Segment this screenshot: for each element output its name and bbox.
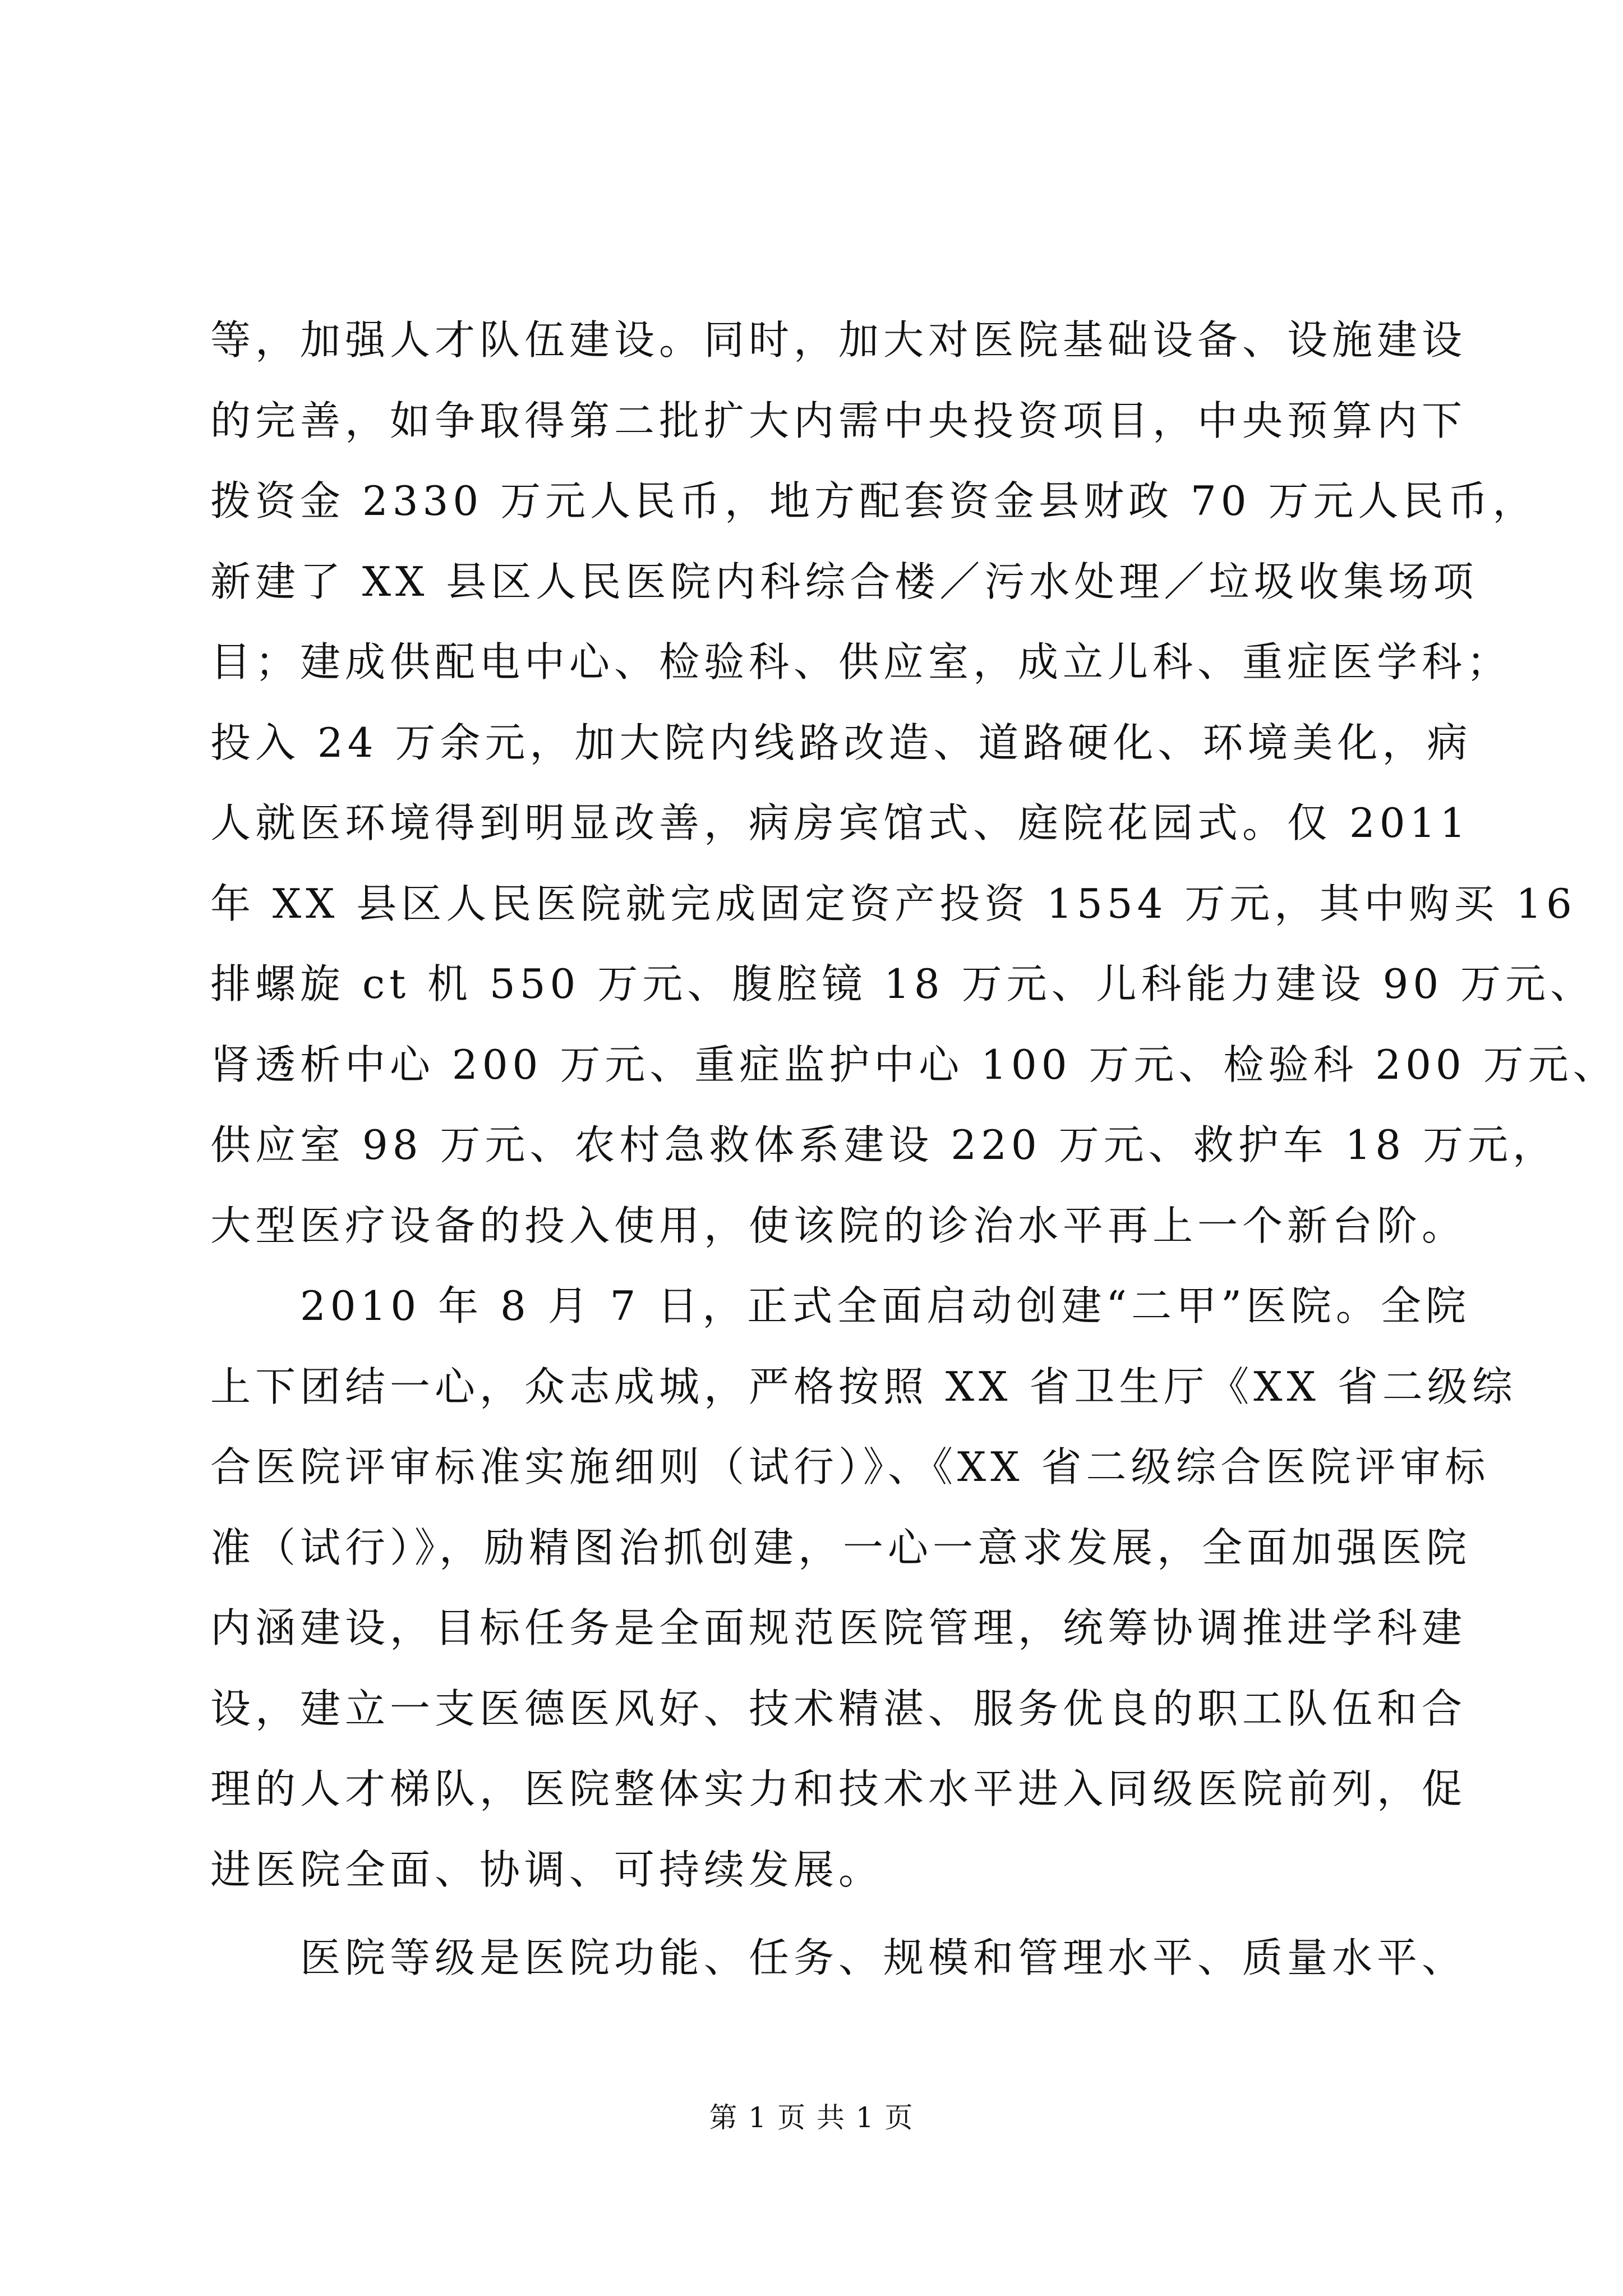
text-line: 年 XX 县区人民医院就完成固定资产投资 1554 万元，其中购买 16 bbox=[210, 880, 1576, 927]
text-line: 的完善，如争取得第二批扩大内需中央投资项目，中央预算内下 bbox=[210, 397, 1467, 444]
text-line: 人就医环境得到明显改善，病房宾馆式、庭院花园式。仅 2011 bbox=[210, 799, 1470, 846]
page-footer: 第 1 页 共 1 页 bbox=[709, 2101, 914, 2134]
text-line: 进医院全面、协调、可持续发展。 bbox=[210, 1846, 884, 1893]
paragraph-start-line: 医院等级是医院功能、任务、规模和管理水平、质量水平、 bbox=[210, 1934, 1467, 1981]
paragraph-start-line: 2010 年 8 月 7 日，正式全面启动创建“二甲”医院。全院 bbox=[210, 1282, 1470, 1329]
text-line: 准（试行）》，励精图治抓创建，一心一意求发展，全面加强医院 bbox=[210, 1524, 1472, 1571]
text-line: 理的人才梯队，医院整体实力和技术水平进入同级医院前列，促 bbox=[210, 1765, 1467, 1812]
text-line: 拨资金 2330 万元人民币，地方配套资金县财政 70 万元人民币， bbox=[210, 477, 1538, 524]
text-line: 等，加强人才队伍建设。同时，加大对医院基础设备、设施建设 bbox=[210, 316, 1467, 364]
text-line: 上下团结一心，众志成城，严格按照 XX 省卫生厅《XX 省二级综 bbox=[210, 1363, 1517, 1410]
body-text bbox=[210, 300, 1618, 1999]
text-line: 排螺旋 ct 机 550 万元、腹腔镜 18 万元、儿科能力建设 90 万元、 bbox=[210, 960, 1596, 1007]
text-line: 投入 24 万余元，加大院内线路改造、道路硬化、环境美化，病 bbox=[210, 719, 1472, 766]
text-line: 肾透析中心 200 万元、重症监护中心 100 万元、检验科 200 万元、 bbox=[210, 1041, 1618, 1088]
text-line: 大型医疗设备的投入使用，使该院的诊治水平再上一个新台阶。 bbox=[210, 1202, 1467, 1249]
text-line: 供应室 98 万元、农村急救体系建设 220 万元、救护车 18 万元， bbox=[210, 1121, 1557, 1168]
text-line: 设，建立一支医德医风好、技术精湛、服务优良的职工队伍和合 bbox=[210, 1685, 1467, 1732]
text-line: 内涵建设，目标任务是全面规范医院管理，统筹协调推进学科建 bbox=[210, 1604, 1467, 1651]
text-line: 新建了 XX 县区人民医院内科综合楼／污水处理／垃圾收集场项 bbox=[210, 558, 1478, 605]
text-line: 目；建成供配电中心、检验科、供应室，成立儿科、重症医学科； bbox=[210, 638, 1512, 685]
text-line: 合医院评审标准实施细则（试行）》、《XX 省二级综合医院评审标 bbox=[210, 1443, 1490, 1490]
